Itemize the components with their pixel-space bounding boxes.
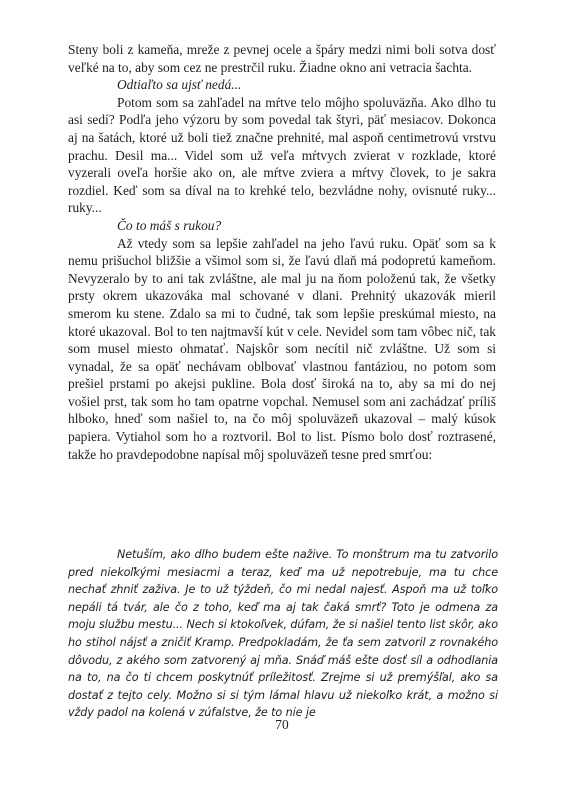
paragraph: Potom som sa zahľadel na mŕtve telo môjho spoluväzňa. Ako dlho tu asi sedí? Podľa jeho výzoru by som povedal tak štyri, päť mesiacov. Dokonca aj na šatách, ktoré už boli tiež značne prehnité, mal aspoň centimetrovú vrstvu prachu. Desil ma... Videl som už veľa mŕtvych zvierat v rozklade, ktoré vyzerali oveľa horšie ako on, ale mŕtve zviera a mŕtvy človek, to je sakra rozdiel. Keď som sa díval na to krehké telo, bezvládne nohy, ovisnuté ruky... ruky... <box>68 94 496 216</box>
page-number: 70 <box>275 717 289 732</box>
body-text <box>68 41 496 463</box>
letter-text <box>68 546 498 722</box>
italic-thought: Odtiaľto sa ujsť nedá... <box>117 77 242 93</box>
italic-thought: Čo to máš s rukou? <box>117 217 222 233</box>
letter-paragraph: Netuším, ako dlho budem ešte nažive. To monštrum ma tu zatvorilo pred niekoľkými mesiacmi a teraz, keď ma už nepotrebuje, ma tu chce nechať zhniť zaživa. Je to už týždeň, čo mi nedal najesť. Aspoň ma už toľko nepáli tá tvár, ale čo z toho, keď ma aj tak čaká smrť? Toto je odmena za moju službu mestu... Nech si ktokoľvek, dúfam, že si našiel tento list skôr, ako ho stihol nájsť a zničiť Kramp. Predpokladám, že ťa sem zatvoril z rovnakého dôvodu, z akého som zatvorený aj mňa. Snáď máš ešte dosť síl a odhodlania na to, na čo ti chcem poskytnúť príležitosť. Zrejme si už premýšľal, ako sa dostať z tejto cely. Možno si si tým lámal hlavu už niekoľko krát, a možno si vždy padol na kolená v zúfalstve, že to nie je <box>68 548 498 720</box>
paragraph: Až vtedy som sa lepšie zahľadel na jeho ľavú ruku. Opäť som sa k nemu prišuchol bližšie a všimol som si, že ľavú dlaň má podopretú kameňom. Nevyzeralo by to ani tak zvláštne, ale mal ju na ňom položenú tak, že všetky prsty okrem ukazováka mal schované v dlani. Prehnitý ukazovák mieril smerom ku stene. Zdalo sa mi to čudné, tak som lepšie preskúmal miesto, na ktoré ukazoval. Bol to ten najtmavší kút v cele. Nevidel som tam vôbec nič, tak som musel miesto ohmatať. Najskôr som necítil nič zvláštne. Už som si vynadal, že sa opäť nechávam oblbovať vlastnou fantáziou, no potom som prešiel prstami po akejsi pukline. Bola dosť široká na to, aby sa mi do nej vošiel prst, tak som ho tam opatrne vopchal. Nemusel som ani zachádzať príliš hlboko, hneď som našiel to, na čo môj spoluväzeň ukazoval – malý kúsok papiera. Vytiahol som ho a roztvoril. Bol to list. Písmo bolo dosť roztrasené, takže ho pravdepodobne napísal môj spoluväzeň tesne pred smrťou: <box>68 235 496 462</box>
paragraph: Steny boli z kameňa, mreže z pevnej ocele a špáry medzi nimi boli sotva dosť veľké na to, aby som cez ne prestrčil ruku. Žiadne okno ani vetracia šachta. <box>68 42 496 75</box>
